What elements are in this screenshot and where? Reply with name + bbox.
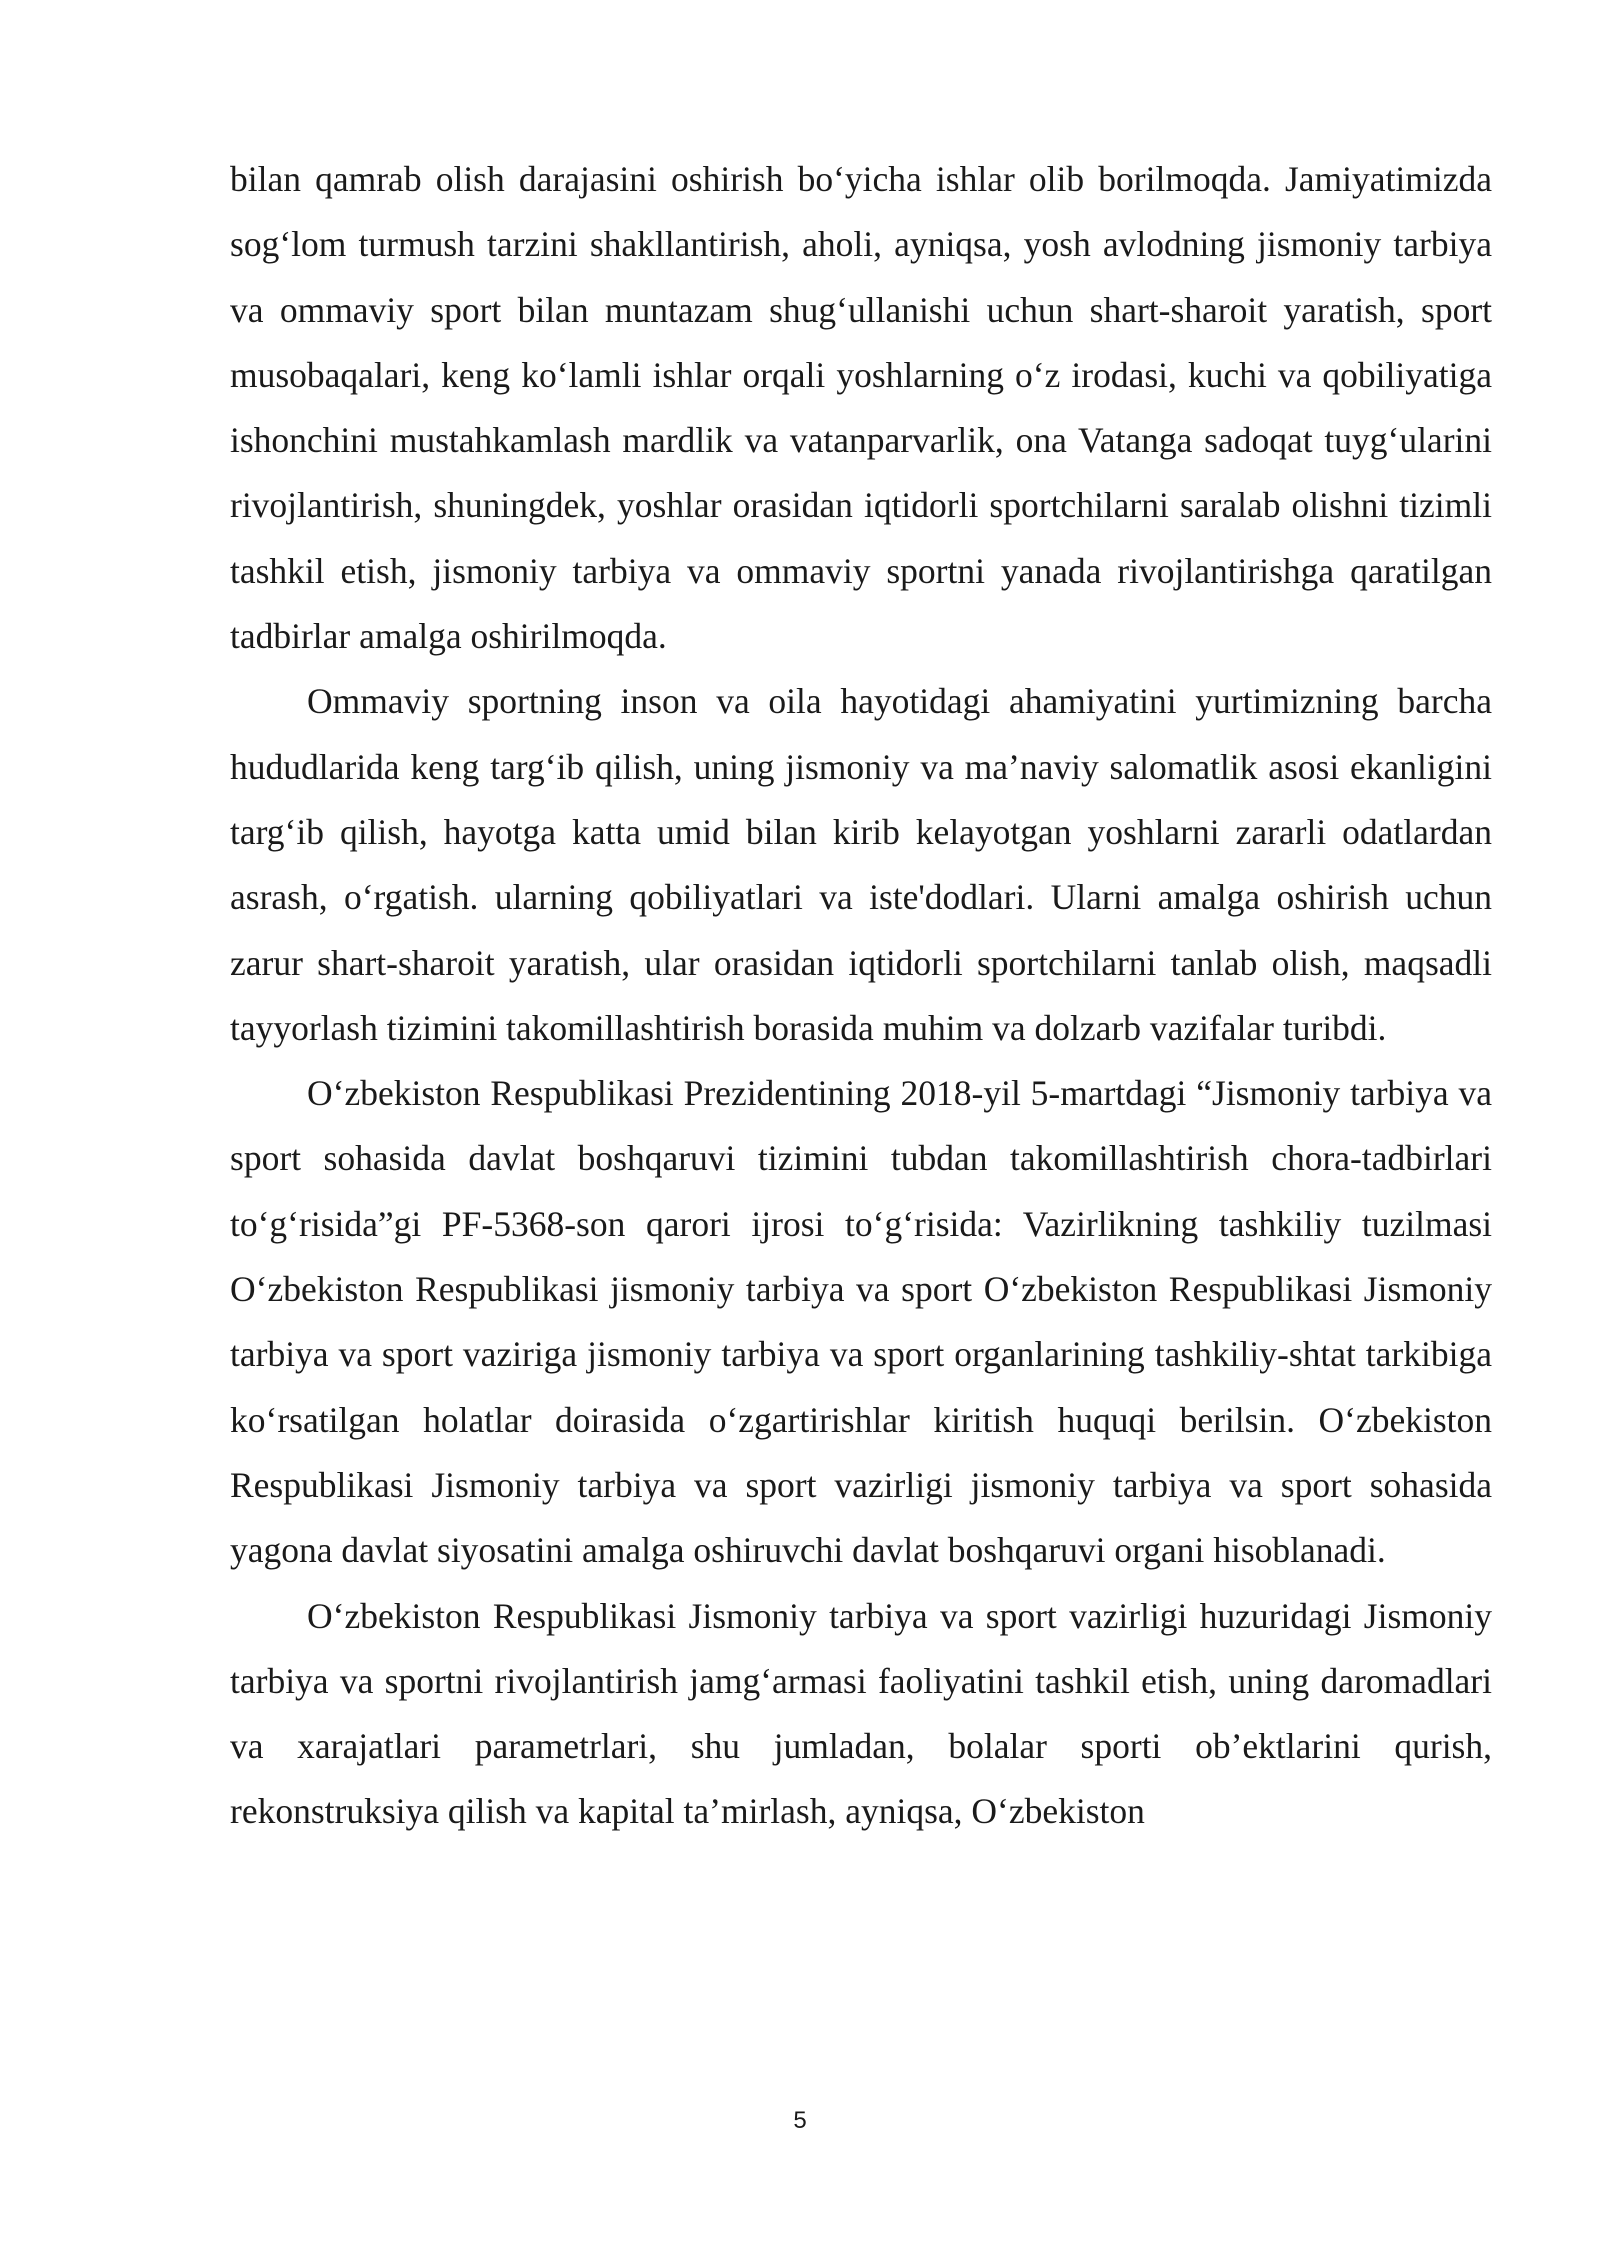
paragraph-4: O‘zbekiston Respublikasi Jismoniy tarbiya va sport vazirligi huzuridagi Jismoniy tarbiya va sportni rivojlantirish jamg‘armasi faoliyatini tashkil etish, uning daromadlari va xarajatlari parametrlari, shu jumladan, bolalar sporti ob’ektlarini qurish, rekonstruksiya qilish va kapital ta’mirlash, ayniqsa, O‘zbekiston: [230, 1595, 1492, 1832]
paragraph-3: O‘zbekiston Respublikasi Prezidentining 2018-yil 5-martdagi “Jismoniy tarbiya va sport sohasida davlat boshqaruvi tizimini tubdan takomillashtirish chora-tadbirlari to‘g‘risida”gi PF-5368-son qarori ijrosi to‘g‘risida: Vazirlikning tashkiliy tuzilmasi O‘zbekiston Respublikasi jismoniy tarbiya va sport O‘zbekiston Respublikasi Jismoniy tarbiya va sport vaziriga jismoniy tarbiya va sport organlarining tashkiliy-shtat tarkibiga ko‘rsatilgan holatlar doirasida o‘zgartirishlar kiritish huquqi berilsin. O‘zbekiston Respublikasi Jismoniy tarbiya va sport vazirligi jismoniy tarbiya va sport sohasida yagona davlat siyosatini amalga oshiruvchi davlat boshqaruvi organi hisoblanadi.: [230, 1073, 1492, 1571]
paragraph-2: Ommaviy sportning inson va oila hayotidagi ahamiyatini yurtimizning barcha hududlarida keng targ‘ib qilish, uning jismoniy va ma’naviy salomatlik asosi ekanligini targ‘ib qilish, hayotga katta umid bilan kirib kelayotgan yoshlarni zararli odatlardan asrash, o‘rgatish. ularning qobiliyatlari va iste'dodlari. Ularni amalga oshirish uchun zarur shart-sharoit yaratish, ular orasidan iqtidorli sportchilarni tanlab olish, maqsadli tayyorlash tizimini takomillashtirish borasida muhim va dolzarb vazifalar turibdi.: [230, 681, 1492, 1048]
paragraph-1: bilan qamrab olish darajasini oshirish bo‘yicha ishlar olib borilmoqda. Jamiyatimizda sog‘lom turmush tarzini shakllantirish, aholi, ayniqsa, yosh avlodning jismoniy tarbiya va ommaviy sport bilan muntazam shug‘ullanishi uchun shart-sharoit yaratish, sport musobaqalari, keng ko‘lamli ishlar orqali yoshlarning o‘z irodasi, kuchi va qobiliyatiga ishonchini mustahkamlash mardlik va vatanparvarlik, ona Vatanga sadoqat tuyg‘ularini rivojlantirish, shuningdek, yoshlar orasidan iqtidorli sportchilarni saralab olishni tizimli tashkil etish, jismoniy tarbiya va ommaviy sportni yanada rivojlantirishga qaratilgan tadbirlar amalga oshirilmoqda.: [230, 159, 1492, 657]
document-page: [230, 147, 1492, 1845]
page-number: 5: [793, 2107, 807, 2134]
